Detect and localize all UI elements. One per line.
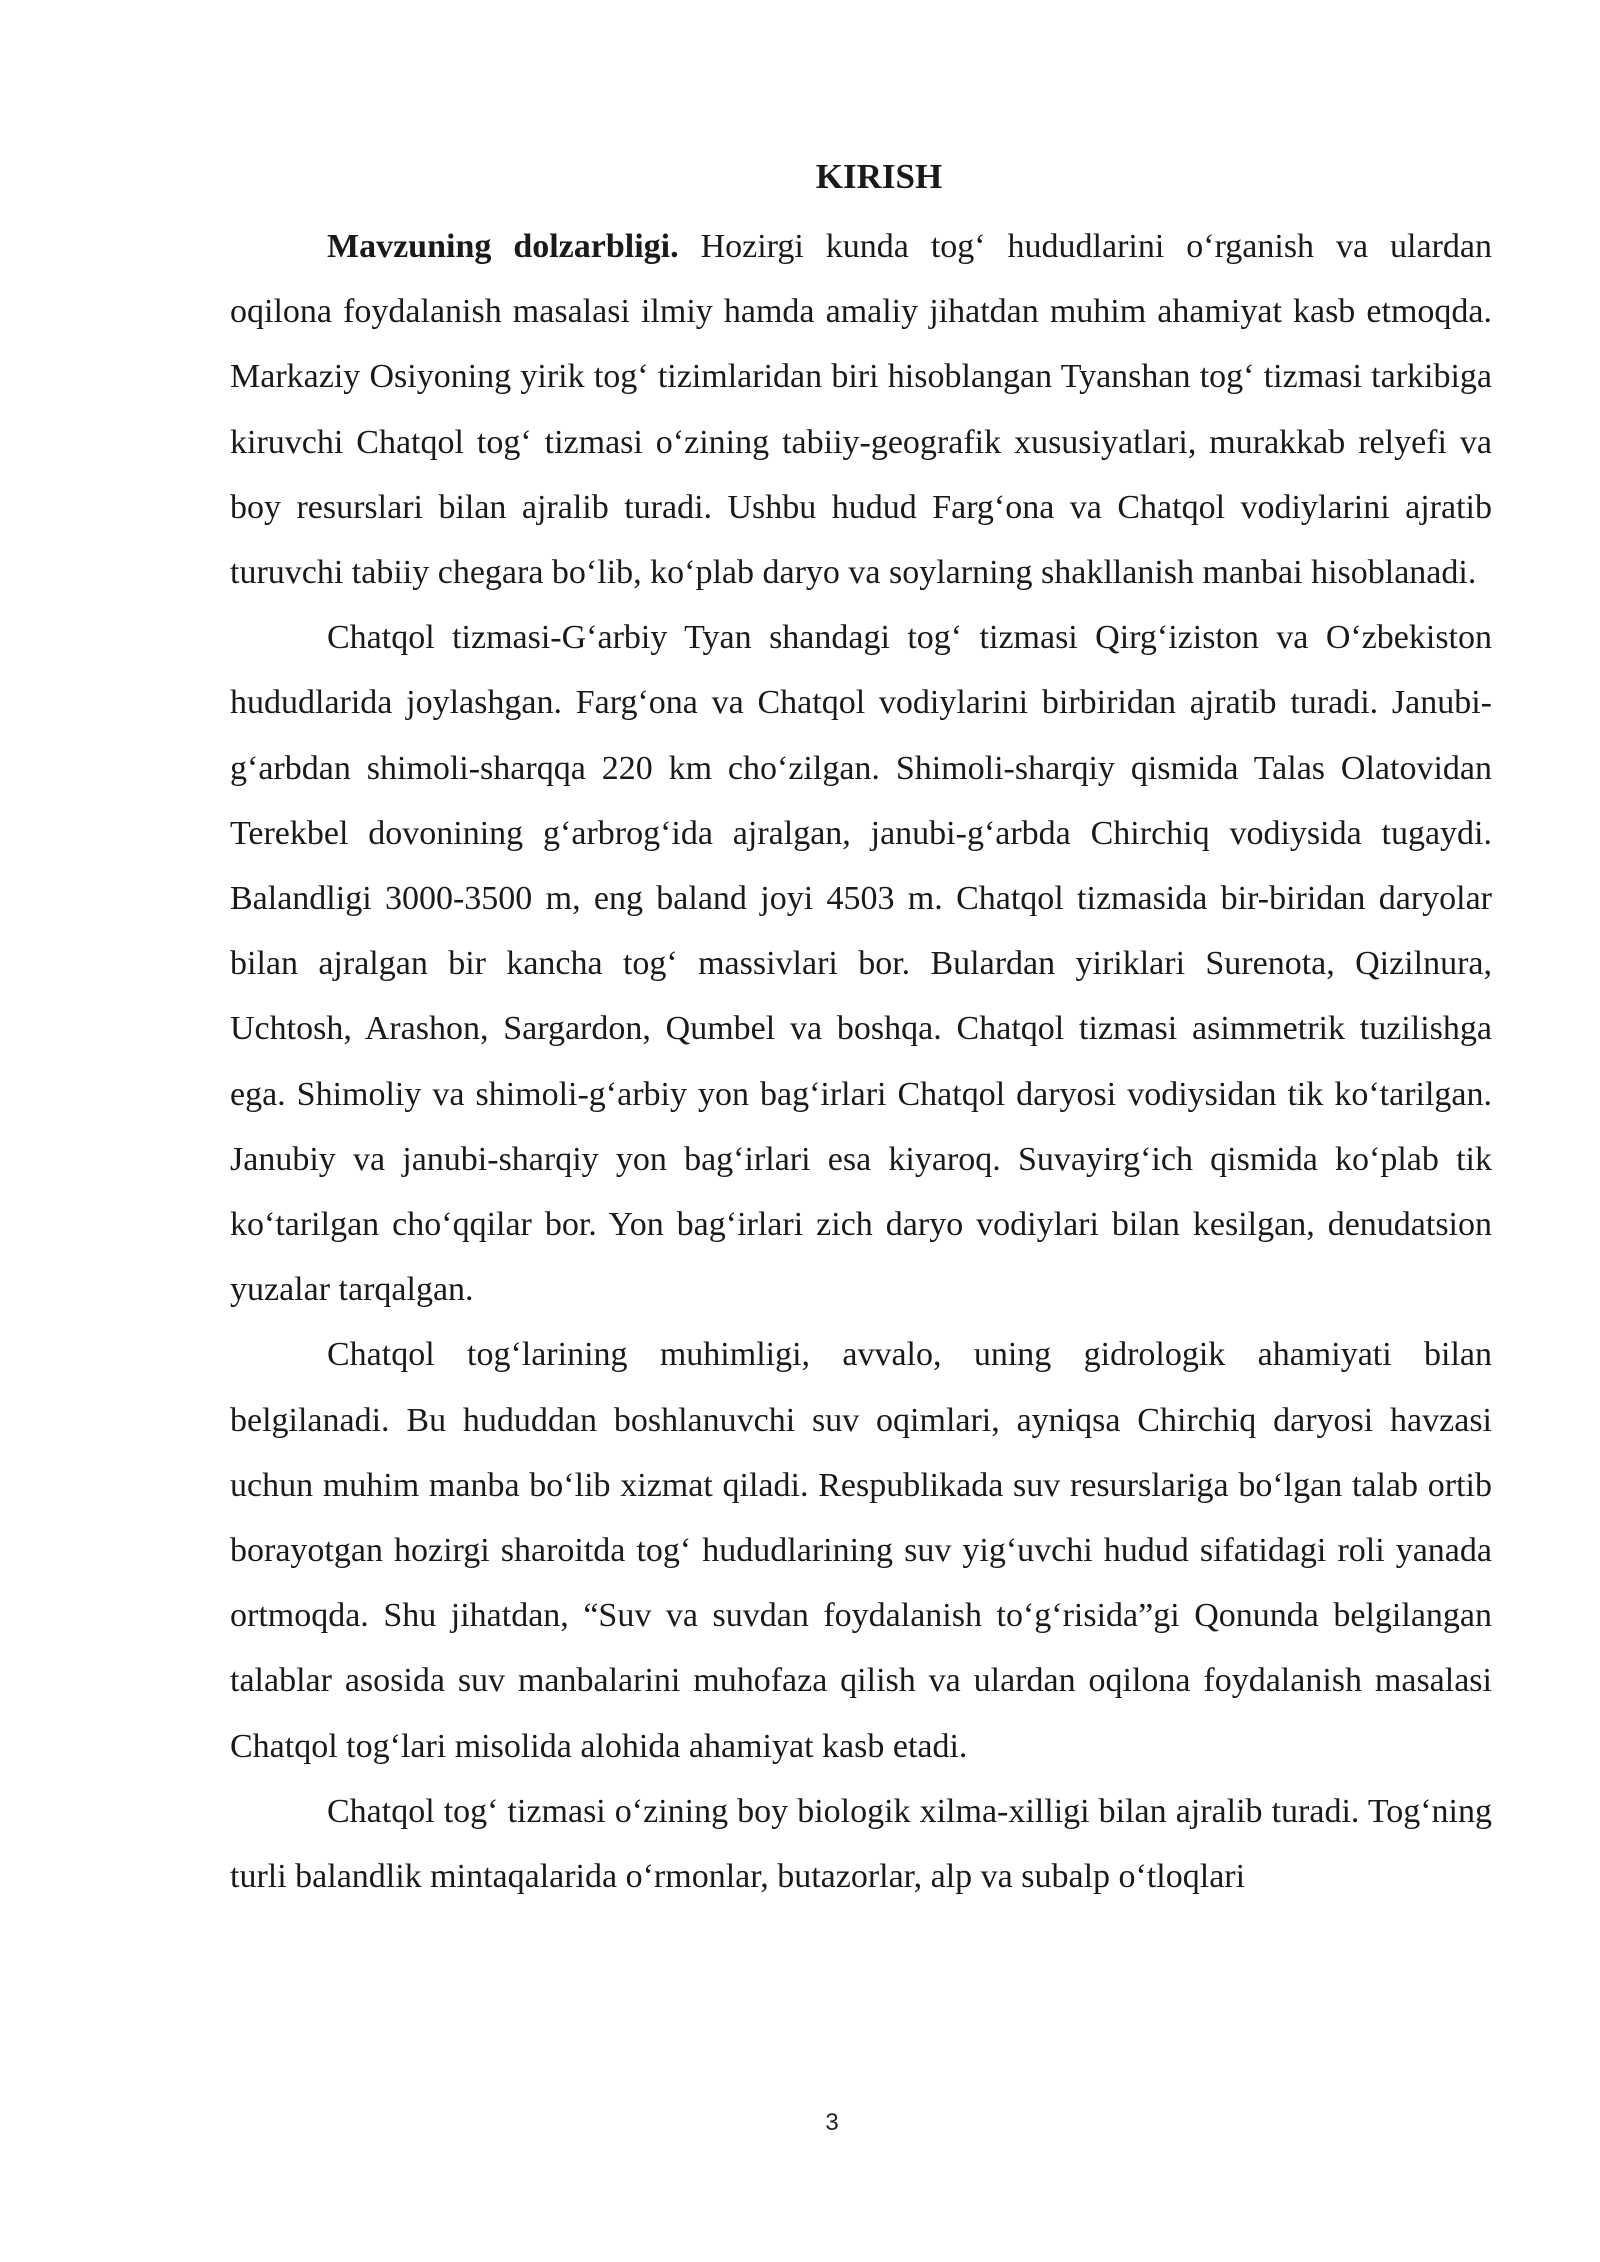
page-content bbox=[230, 148, 1492, 1909]
paragraph-text: Chatqol tog‘larining muhimligi, avvalo, uning gidrologik ahamiyati bilan belgilanadi. Bu hududdan boshlanuvchi suv oqimlari, ayniqsa Chirchiq daryosi havzasi uchun muhim manba bo‘lib xizmat qiladi. Respublikada suv resurslariga bo‘lgan talab ortib borayotgan hozirgi sharoitda tog‘ hududlarining suv yig‘uvchi hudud sifatidagi roli yanada ortmoqda. Shu jihatdan, “Suv va suvdan foydalanish to‘g‘risida”gi Qonunda belgilangan talablar asosida suv manbalarini muhofaza qilish va ulardan oqilona foydalanish masalasi Chatqol tog‘lari misolida alohida ahamiyat kasb etadi. bbox=[230, 1336, 1492, 1765]
paragraph-chatqol-ridge bbox=[230, 605, 1492, 1322]
paragraph-lead: Mavzuning dolzarbligi. bbox=[327, 228, 679, 265]
section-heading: KIRISH bbox=[815, 157, 943, 196]
paragraph-text: Hozirgi kunda tog‘ hududlarini o‘rganish va ulardan oqilona foydalanish masalasi ilmiy hamda amaliy jihatdan muhim ahamiyat kasb etmoqda. Markaziy Osiyoning yirik tog‘ tizimlaridan biri hisoblangan Tyanshan tog‘ tizmasi tarkibiga kiruvchi Chatqol tog‘ tizmasi o‘zining tabiiy-geografik xususiyatlari, murakkab relyefi va boy resurslari bilan ajralib turadi. Ushbu hudud Farg‘ona va Chatqol vodiylarini ajratib turuvchi tabiiy chegara bo‘lib, ko‘plab daryo va soylarning shakllanish manbai hisoblanadi. bbox=[230, 228, 1493, 592]
paragraph-hydrology bbox=[230, 1322, 1492, 1778]
paragraph-biodiversity bbox=[230, 1779, 1492, 1909]
paragraph-text: Chatqol tog‘ tizmasi o‘zining boy biologik xilma-xilligi bilan ajralib turadi. Tog‘ning turli balandlik mintaqalarida o‘rmonlar, butazorlar, alp va subalp o‘tloqlari bbox=[230, 1792, 1492, 1896]
paragraph-relevance bbox=[230, 214, 1492, 605]
page-number: 3 bbox=[825, 2109, 839, 2136]
paragraph-text: Chatqol tizmasi-G‘arbiy Tyan shandagi tog‘ tizmasi Qirg‘iziston va O‘zbekiston hududlarida joylashgan. Farg‘ona va Chatqol vodiylarini birbiridan ajratib turadi. Janubi-g‘arbdan shimoli-sharqqa 220 km cho‘zilgan. Shimoli-sharqiy qismida Talas Olatovidan Terekbel dovonining g‘arbrog‘ida ajralgan, janubi-g‘arbda Chirchiq vodiysida tugaydi. Balandligi 3000-3500 m, eng baland joyi 4503 m. Chatqol tizmasida bir-biridan daryolar bilan ajralgan bir kancha tog‘ massivlari bor. Bulardan yiriklari Surenota, Qizilnura, Uchtosh, Arashon, Sargardon, Qumbel va boshqa. Chatqol tizmasi asimmetrik tuzilishga ega. Shimoliy va shimoli-g‘arbiy yon bag‘irlari Chatqol daryosi vodiysidan tik ko‘tarilgan. Janubiy va janubi-sharqiy yon bag‘irlari esa kiyaroq. Suvayirg‘ich qismida ko‘plab tik ko‘tarilgan cho‘qqilar bor. Yon bag‘irlari zich daryo vodiylari bilan kesilgan, denudatsion yuzalar tarqalgan. bbox=[230, 619, 1492, 1309]
